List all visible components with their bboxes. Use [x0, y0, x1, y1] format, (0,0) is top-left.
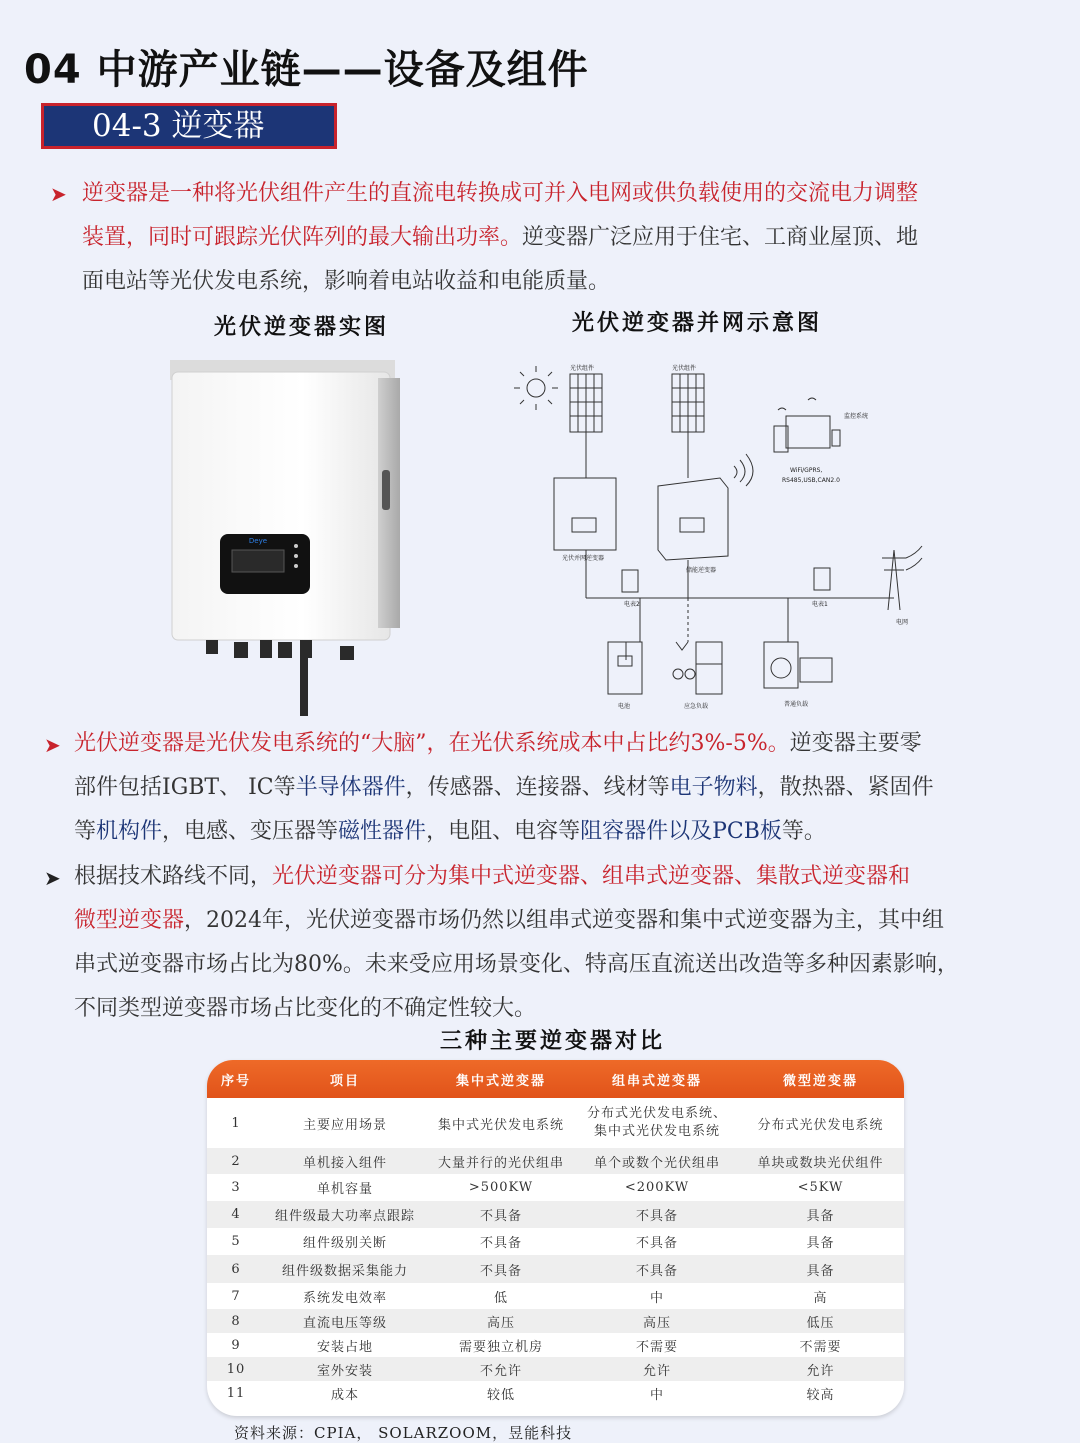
table-cell: <5KW: [797, 1180, 844, 1195]
table-cell: 单个或数个光伏组串: [593, 1155, 720, 1171]
diagram-label-meter2: 电表2: [624, 601, 640, 608]
table-cell: 分布式光伏发电系统、集中式光伏发电系统: [586, 1106, 727, 1139]
para2-red: 光伏逆变器是光伏发电系统的“大脑”，在光伏系统成本中占比约3%-5%。: [74, 731, 790, 756]
table-cell: 不具备: [479, 1209, 522, 1224]
grid-tower-icon: [882, 550, 906, 610]
table-cell: 7: [231, 1288, 241, 1304]
para1-line3: 面电站等光伏发电系统，影响着电站收益和电能质量。: [82, 269, 611, 294]
diagram-label-grid: 电网: [896, 619, 909, 626]
table-cell: 高: [813, 1290, 828, 1306]
table-cell: 单机接入组件: [302, 1155, 387, 1171]
table-cell: 低压: [806, 1315, 835, 1331]
diagram-label-emergency: 应急负载: [684, 703, 709, 710]
table-cell: 高压: [486, 1315, 515, 1331]
table-header-cell: 集中式逆变器: [455, 1073, 546, 1089]
table-cell: 4: [231, 1207, 241, 1222]
table-cell: 大量并行的光伏组串: [437, 1155, 564, 1171]
table-cell: 高压: [642, 1315, 671, 1331]
table-cell: 组件级最大功率点跟踪: [274, 1209, 415, 1224]
table-cell: 3: [231, 1180, 241, 1195]
para2-l2e: ，散热器、紧固件: [757, 775, 934, 800]
storage-inverter-icon: [658, 478, 728, 560]
table-cell: 具备: [806, 1236, 835, 1251]
fridge-icon: [696, 642, 722, 694]
table-cell: 2: [231, 1153, 241, 1169]
paragraph-1: [82, 172, 918, 304]
table-cell: 室外安装: [316, 1363, 373, 1379]
diagram-label-storage-inverter: 储能逆变器: [686, 567, 717, 574]
table-row: [207, 1201, 904, 1228]
table-cell: 低: [493, 1290, 508, 1306]
paragraph-2: [74, 722, 934, 854]
figure-right-caption: 光伏逆变器并网示意图: [572, 310, 823, 336]
table-header-cell: 组串式逆变器: [611, 1073, 702, 1089]
page-title: 04 中游产业链——设备及组件: [24, 47, 589, 93]
bullet-arrow-icon: ➤: [44, 866, 61, 890]
para2-l3d: 磁性器件: [338, 819, 427, 844]
para2-l3f: 阻容器件以及PCB板: [580, 819, 782, 844]
para2-l2b: 半导体器件: [295, 775, 406, 800]
table-row: [207, 1309, 904, 1333]
table-cell: 6: [231, 1261, 241, 1277]
table-cell: 允许: [642, 1363, 671, 1379]
table-title: 三种主要逆变器对比: [440, 1028, 666, 1054]
table-row: [207, 1255, 904, 1283]
table-row: [207, 1381, 904, 1405]
table-cell: 中: [649, 1290, 664, 1306]
para3-l2a: 微型逆变器: [74, 908, 185, 933]
sun-icon: [527, 379, 545, 397]
table-header-row: [207, 1060, 904, 1098]
table-cell: 单机容量: [316, 1182, 373, 1197]
table-cell: 系统发电效率: [302, 1290, 387, 1306]
para2-l2d: 电子物料: [669, 775, 758, 800]
meter-icon: [622, 570, 638, 592]
table-row: [207, 1283, 904, 1309]
para1-rest-line2: 逆变器广泛应用于住宅、工商业屋顶、地: [522, 225, 919, 250]
section-heading: [41, 103, 337, 149]
table-row: [207, 1174, 904, 1201]
diagram-label-meter1: 电表1: [812, 601, 828, 608]
device-brand-label: Deye: [248, 537, 268, 545]
tv-icon: [800, 658, 832, 682]
table-header-cell: 项目: [329, 1073, 360, 1089]
inverter-device-illustration: [160, 360, 410, 720]
diagram-label-comm2: RS485,USB,CAN2.0: [782, 477, 840, 484]
table-row: [207, 1357, 904, 1381]
table-cell: 分布式光伏发电系统: [757, 1117, 884, 1133]
para1-red-lead: 逆变器是一种将光伏组件产生的直流电转换成可并入电网或供负载使用的交流电力调整: [82, 181, 919, 206]
diagram-label-pv2: 光伏组件: [672, 365, 697, 372]
table-cell: 不需要: [635, 1339, 678, 1355]
para1-red-line2: 装置，同时可跟踪光伏阵列的最大输出功率。: [82, 225, 523, 250]
para2-rest1: 逆变器主要零: [789, 731, 922, 756]
table-cell: 10: [226, 1361, 246, 1377]
table-cell: 具备: [806, 1209, 835, 1224]
grid-connection-diagram: [510, 360, 940, 720]
table-cell: 9: [231, 1337, 241, 1353]
para3-l2b: ，2024年，光伏逆变器市场仍然以组串式逆变器和集中式逆变器为主，其中组: [184, 908, 945, 933]
table-cell: 具备: [806, 1263, 835, 1279]
bullet-arrow-icon: ➤: [50, 182, 67, 206]
table-cell: 主要应用场景: [302, 1117, 387, 1133]
table-cell: 不具备: [479, 1236, 522, 1251]
figure-left-caption: 光伏逆变器实图: [214, 314, 390, 340]
table-row: [207, 1333, 904, 1357]
para2-l3b: 机构件: [96, 819, 163, 844]
para2-l2a: 部件包括IGBT、 IC等: [74, 775, 296, 800]
table-cell: 较低: [486, 1387, 515, 1403]
diagram-label-comm: WiFi/GPRS,: [790, 467, 823, 474]
diagram-label-pv1: 光伏组件: [570, 365, 595, 372]
para2-l3e: ，电阻、电容等: [426, 819, 581, 844]
table-cell: 不需要: [799, 1339, 842, 1355]
table-cell: 集中式光伏发电系统: [437, 1117, 564, 1133]
table-row: [207, 1098, 904, 1148]
table-cell: 安装占地: [316, 1339, 373, 1355]
table-cell: 允许: [806, 1363, 835, 1379]
table-header-cell: 序号: [221, 1073, 252, 1089]
table-cell: 不允许: [479, 1363, 522, 1379]
table-cell: 成本: [330, 1387, 359, 1403]
bullet-arrow-icon: ➤: [44, 733, 61, 757]
table-cell: 11: [226, 1385, 246, 1401]
diagram-label-grid-inverter: 光伏并网逆变器: [562, 555, 605, 562]
para2-l3c: ，电感、变压器等: [162, 819, 339, 844]
table-cell: 单块或数块光伏组件: [757, 1155, 884, 1171]
table-cell: >500KW: [468, 1180, 534, 1195]
para2-l2c: ，传感器、连接器、线材等: [405, 775, 670, 800]
grid-inverter-icon: [554, 478, 616, 550]
meter-icon: [814, 568, 830, 590]
table-header-cell: 微型逆变器: [782, 1073, 858, 1089]
table-row: [207, 1228, 904, 1255]
table-cell: 组件级别关断: [302, 1236, 387, 1251]
para3-l4: 不同类型逆变器市场占比变化的不确定性较大。: [74, 996, 537, 1021]
section-heading-text: 04-3 逆变器: [92, 108, 265, 144]
para3-l1b: 光伏逆变器可分为集中式逆变器、组串式逆变器、集散式逆变器和: [272, 864, 911, 889]
table-cell: 不具备: [635, 1236, 678, 1251]
table-cell: 直流电压等级: [302, 1315, 387, 1331]
comparison-table: [207, 1060, 904, 1416]
para2-l3g: 等。: [781, 819, 826, 844]
table-cell: 不具备: [635, 1209, 678, 1224]
table-cell: 组件级数据采集能力: [281, 1263, 408, 1279]
table-cell: 5: [231, 1234, 241, 1249]
paragraph-3: [74, 855, 959, 1031]
table-row: [207, 1148, 904, 1174]
table-cell: 需要独立机房: [458, 1339, 543, 1355]
table-cell: 不具备: [635, 1263, 678, 1279]
para3-l3: 串式逆变器市场占比为80%。未来受应用场景变化、特高压直流送出改造等多种因素影响，: [74, 952, 959, 977]
table-cell: 较高: [806, 1387, 835, 1403]
diagram-label-monitor: 监控系统: [844, 413, 869, 420]
diagram-label-battery: 电池: [618, 703, 631, 710]
source-note: 资料来源：CPIA， SOLARZOOM，昱能科技: [234, 1424, 573, 1442]
table-cell: 不具备: [479, 1263, 522, 1279]
diagram-label-normal: 普通负载: [784, 701, 809, 708]
lamp-icon: [676, 642, 688, 650]
table-cell: <200KW: [624, 1180, 690, 1195]
para2-l3a: 等: [74, 819, 97, 844]
battery-icon: [608, 642, 642, 694]
table-cell: 中: [649, 1387, 664, 1403]
table-cell: 8: [231, 1313, 241, 1329]
washer-icon: [764, 642, 798, 688]
monitor-icon: [786, 416, 830, 448]
table-cell: 1: [231, 1115, 241, 1131]
para3-l1a: 根据技术路线不同，: [74, 864, 273, 889]
